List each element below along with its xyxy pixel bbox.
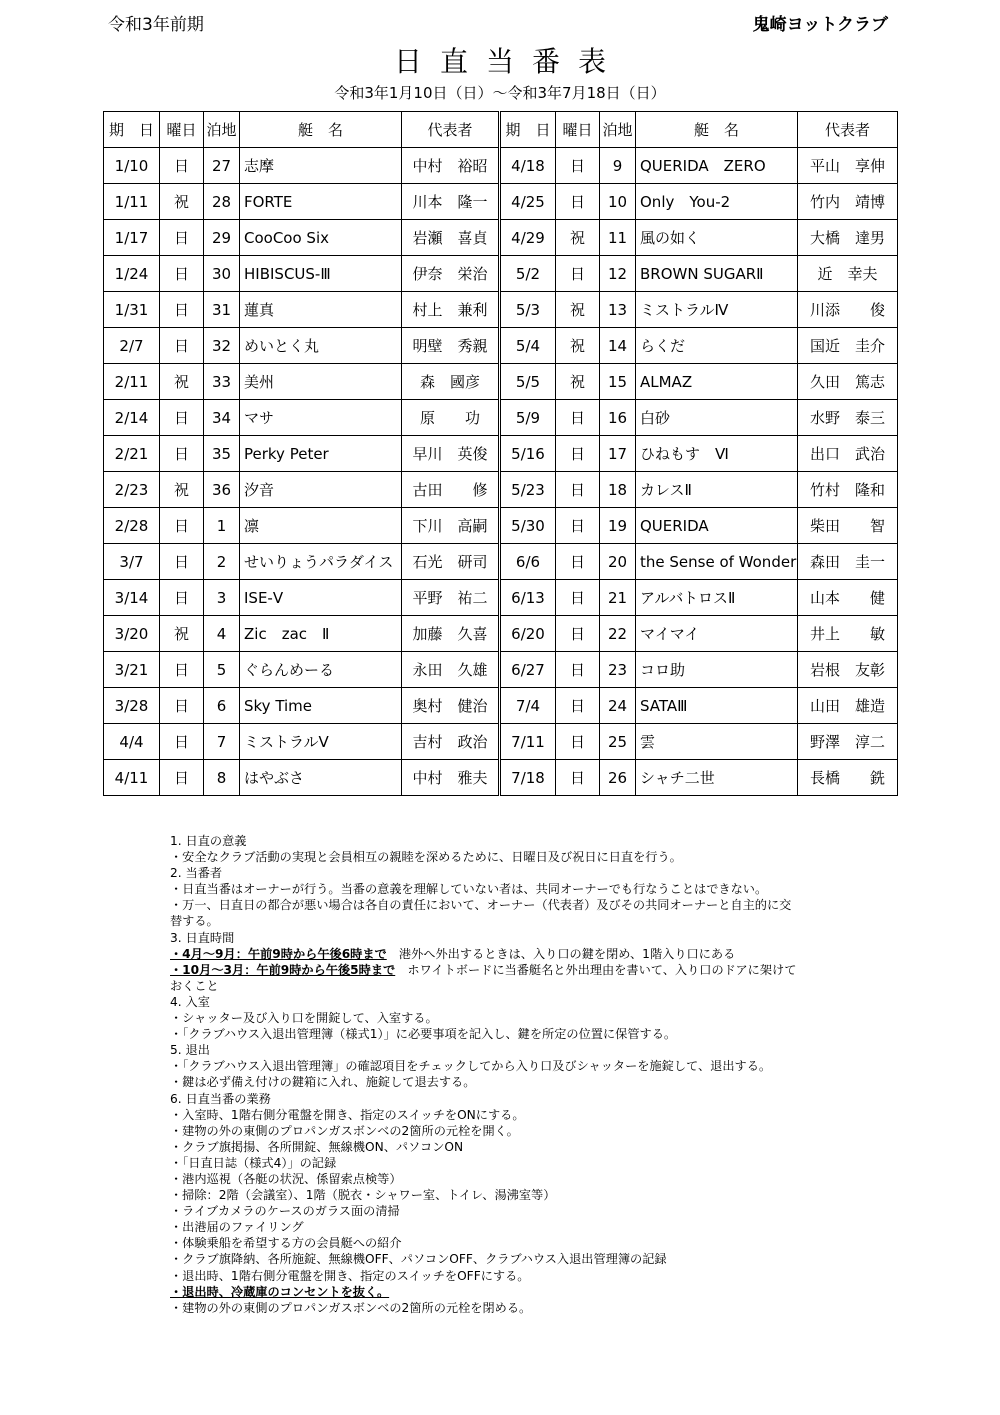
cell-berth: 22 xyxy=(600,616,636,652)
cell-representative: 中村 雅夫 xyxy=(402,760,500,796)
note-line xyxy=(170,962,830,978)
note-line xyxy=(170,1300,830,1316)
table-row xyxy=(104,688,898,724)
cell-boat-name: ALMAZ xyxy=(636,364,798,400)
note-line xyxy=(170,1203,830,1219)
cell-berth: 23 xyxy=(600,652,636,688)
cell-weekday: 日 xyxy=(160,292,204,328)
cell-berth: 5 xyxy=(204,652,240,688)
duty-roster-table-container xyxy=(103,111,897,796)
cell-weekday: 祝 xyxy=(160,616,204,652)
cell-berth: 29 xyxy=(204,220,240,256)
cell-date: 4/18 xyxy=(500,148,556,184)
note-text: ・「日直日誌（様式4）」の記録 xyxy=(170,1155,337,1170)
cell-date: 5/3 xyxy=(500,292,556,328)
cell-boat-name: Perky Peter xyxy=(240,436,402,472)
column-header-weekday: 曜日 xyxy=(160,112,204,148)
note-line xyxy=(170,1107,830,1123)
cell-weekday: 日 xyxy=(556,760,600,796)
table-row xyxy=(104,148,898,184)
cell-representative: 伊奈 栄治 xyxy=(402,256,500,292)
cell-representative: 久田 篤志 xyxy=(798,364,898,400)
cell-weekday: 日 xyxy=(556,688,600,724)
note-line xyxy=(170,1026,830,1042)
note-line xyxy=(170,1058,830,1074)
cell-weekday: 日 xyxy=(160,220,204,256)
note-line xyxy=(170,1139,830,1155)
note-text: ・出港届のファイリング xyxy=(170,1220,304,1235)
cell-weekday: 日 xyxy=(160,508,204,544)
cell-boat-name: 風の如く xyxy=(636,220,798,256)
cell-date: 2/14 xyxy=(104,400,160,436)
cell-boat-name: ミストラルⅣ xyxy=(636,292,798,328)
cell-boat-name: マイマイ xyxy=(636,616,798,652)
note-line xyxy=(170,1010,830,1026)
cell-representative: 永田 久雄 xyxy=(402,652,500,688)
note-text: ・万一、日直日の都合が悪い場合は各自の責任において、オーナー（代表者）及びその共同オーナーと自主的に交 xyxy=(170,898,792,913)
cell-representative: 岩根 友彰 xyxy=(798,652,898,688)
duty-notes xyxy=(170,833,830,1316)
cell-weekday: 祝 xyxy=(160,184,204,220)
note-text: ・建物の外の東側のプロパンガスボンベの2箇所の元栓を開く。 xyxy=(170,1123,519,1138)
cell-boat-name: ミストラルⅤ xyxy=(240,724,402,760)
note-text: 替する。 xyxy=(170,914,219,929)
cell-representative: 石光 研司 xyxy=(402,544,500,580)
date-range: 令和3年1月10日（日）～令和3年7月18日（日） xyxy=(334,84,666,102)
cell-berth: 36 xyxy=(204,472,240,508)
table-row xyxy=(104,724,898,760)
note-text: ・日直当番はオーナーが行う。当番の意義を理解していない者は、共同オーナーでも行なうことはできない。 xyxy=(170,882,768,897)
cell-representative: 古田 修 xyxy=(402,472,500,508)
cell-date: 6/6 xyxy=(500,544,556,580)
table-row xyxy=(104,292,898,328)
cell-berth: 34 xyxy=(204,400,240,436)
cell-weekday: 祝 xyxy=(556,364,600,400)
cell-weekday: 日 xyxy=(160,148,204,184)
cell-berth: 3 xyxy=(204,580,240,616)
note-text: ・ライブカメラのケースのガラス面の清掃 xyxy=(170,1204,400,1219)
cell-berth: 6 xyxy=(204,688,240,724)
cell-weekday: 日 xyxy=(556,184,600,220)
note-line xyxy=(170,930,830,946)
column-header-berth: 泊地 xyxy=(204,112,240,148)
column-header-representative: 代表者 xyxy=(798,112,898,148)
cell-weekday: 日 xyxy=(160,328,204,364)
cell-representative: 加藤 久喜 xyxy=(402,616,500,652)
table-row xyxy=(104,436,898,472)
note-text: 港外へ外出するときは、入り口の鍵を閉め、1階入り口にある xyxy=(386,946,736,961)
cell-boat-name: シャチ二世 xyxy=(636,760,798,796)
cell-date: 5/16 xyxy=(500,436,556,472)
cell-weekday: 日 xyxy=(160,724,204,760)
note-emphasis: ・4月～9月：午前9時から午後6時まで xyxy=(170,946,387,961)
note-text: 5. 退出 xyxy=(170,1043,210,1058)
cell-date: 2/23 xyxy=(104,472,160,508)
cell-date: 2/11 xyxy=(104,364,160,400)
cell-boat-name: 白砂 xyxy=(636,400,798,436)
table-row xyxy=(104,760,898,796)
cell-berth: 11 xyxy=(600,220,636,256)
cell-representative: 竹内 靖博 xyxy=(798,184,898,220)
cell-representative: 川添 俊 xyxy=(798,292,898,328)
cell-representative: 水野 泰三 xyxy=(798,400,898,436)
cell-weekday: 日 xyxy=(160,760,204,796)
cell-weekday: 日 xyxy=(556,580,600,616)
cell-berth: 33 xyxy=(204,364,240,400)
column-header-date: 期 日 xyxy=(500,112,556,148)
cell-boat-name: カレスⅡ xyxy=(636,472,798,508)
cell-date: 7/11 xyxy=(500,724,556,760)
note-text: ・クラブ旗掲揚、各所開錠、無線機ON、パソコンON xyxy=(170,1139,464,1154)
cell-representative: 森 國彦 xyxy=(402,364,500,400)
cell-date: 1/10 xyxy=(104,148,160,184)
cell-representative: 井上 敏 xyxy=(798,616,898,652)
cell-weekday: 日 xyxy=(160,544,204,580)
cell-boat-name: 美州 xyxy=(240,364,402,400)
column-header-berth: 泊地 xyxy=(600,112,636,148)
note-emphasis: ・10月～3月：午前9時から午後5時まで xyxy=(170,962,396,977)
note-text: ・港内巡視（各艇の状況、係留索点検等） xyxy=(170,1171,402,1186)
cell-date: 3/20 xyxy=(104,616,160,652)
cell-representative: 竹村 隆和 xyxy=(798,472,898,508)
cell-date: 2/28 xyxy=(104,508,160,544)
note-text: ・「クラブハウス入退出管理簿（様式1）」に必要事項を記入し、鍵を所定の位置に保管する。 xyxy=(170,1027,677,1042)
table-row xyxy=(104,652,898,688)
cell-representative: 奥村 健治 xyxy=(402,688,500,724)
cell-weekday: 祝 xyxy=(556,220,600,256)
cell-berth: 35 xyxy=(204,436,240,472)
cell-weekday: 日 xyxy=(160,400,204,436)
cell-representative: 岩瀬 喜貞 xyxy=(402,220,500,256)
table-row xyxy=(104,400,898,436)
cell-boat-name: ひねもす Ⅵ xyxy=(636,436,798,472)
duty-roster-table xyxy=(103,111,898,796)
table-row xyxy=(104,184,898,220)
column-header-representative: 代表者 xyxy=(402,112,500,148)
cell-representative: 中村 裕昭 xyxy=(402,148,500,184)
cell-boat-name: the Sense of Wonder xyxy=(636,544,798,580)
cell-date: 1/17 xyxy=(104,220,160,256)
cell-date: 4/4 xyxy=(104,724,160,760)
note-text: ・入室時、1階右側分電盤を開き、指定のスイッチをONにする。 xyxy=(170,1107,525,1122)
note-text: ・退出時、1階右側分電盤を開き、指定のスイッチをOFFにする。 xyxy=(170,1268,530,1283)
cell-date: 4/29 xyxy=(500,220,556,256)
cell-representative: 平野 祐二 xyxy=(402,580,500,616)
note-line xyxy=(170,849,830,865)
table-row xyxy=(104,580,898,616)
cell-weekday: 日 xyxy=(556,724,600,760)
table-row xyxy=(104,616,898,652)
table-row xyxy=(104,256,898,292)
cell-representative: 原 功 xyxy=(402,400,500,436)
cell-representative: 明壁 秀親 xyxy=(402,328,500,364)
cell-berth: 1 xyxy=(204,508,240,544)
cell-berth: 9 xyxy=(600,148,636,184)
note-line xyxy=(170,897,830,913)
cell-berth: 18 xyxy=(600,472,636,508)
note-text: 4. 入室 xyxy=(170,994,210,1009)
cell-representative: 吉村 政治 xyxy=(402,724,500,760)
cell-boat-name: ぐらんめーる xyxy=(240,652,402,688)
cell-representative: 柴田 智 xyxy=(798,508,898,544)
column-header-date: 期 日 xyxy=(104,112,160,148)
cell-representative: 近 幸夫 xyxy=(798,256,898,292)
table-row xyxy=(104,220,898,256)
cell-boat-name: QUERIDA xyxy=(636,508,798,544)
note-text: 6. 日直当番の業務 xyxy=(170,1091,271,1106)
cell-boat-name: FORTE xyxy=(240,184,402,220)
cell-date: 1/31 xyxy=(104,292,160,328)
cell-date: 7/4 xyxy=(500,688,556,724)
note-line xyxy=(170,1042,830,1058)
cell-boat-name: アルバトロスⅡ xyxy=(636,580,798,616)
cell-berth: 14 xyxy=(600,328,636,364)
table-row xyxy=(104,364,898,400)
cell-date: 3/14 xyxy=(104,580,160,616)
note-line xyxy=(170,881,830,897)
cell-boat-name: BROWN SUGARⅡ xyxy=(636,256,798,292)
cell-date: 3/7 xyxy=(104,544,160,580)
cell-weekday: 日 xyxy=(160,652,204,688)
cell-date: 7/18 xyxy=(500,760,556,796)
cell-date: 3/28 xyxy=(104,688,160,724)
note-line xyxy=(170,994,830,1010)
cell-date: 5/4 xyxy=(500,328,556,364)
note-line xyxy=(170,833,830,849)
table-row xyxy=(104,508,898,544)
cell-berth: 13 xyxy=(600,292,636,328)
cell-representative: 国近 圭介 xyxy=(798,328,898,364)
cell-date: 1/24 xyxy=(104,256,160,292)
note-text: ・建物の外の東側のプロパンガスボンベの2箇所の元栓を閉める。 xyxy=(170,1300,532,1315)
column-header-weekday: 曜日 xyxy=(556,112,600,148)
cell-representative: 森田 圭一 xyxy=(798,544,898,580)
note-line xyxy=(170,946,830,962)
term-label: 令和3年前期 xyxy=(108,15,204,35)
cell-berth: 17 xyxy=(600,436,636,472)
table-row xyxy=(104,328,898,364)
cell-boat-name: CooCoo Six xyxy=(240,220,402,256)
cell-berth: 8 xyxy=(204,760,240,796)
note-text: 3. 日直時間 xyxy=(170,930,235,945)
note-line xyxy=(170,1091,830,1107)
cell-boat-name: らくだ xyxy=(636,328,798,364)
cell-berth: 21 xyxy=(600,580,636,616)
note-line xyxy=(170,865,830,881)
cell-date: 4/25 xyxy=(500,184,556,220)
cell-berth: 12 xyxy=(600,256,636,292)
cell-berth: 20 xyxy=(600,544,636,580)
cell-representative: 平山 享伸 xyxy=(798,148,898,184)
cell-date: 6/13 xyxy=(500,580,556,616)
cell-weekday: 日 xyxy=(160,688,204,724)
cell-boat-name: 汐音 xyxy=(240,472,402,508)
cell-weekday: 日 xyxy=(556,148,600,184)
cell-boat-name: 雲 xyxy=(636,724,798,760)
note-text: ・安全なクラブ活動の実現と会員相互の親睦を深めるために、日曜日及び祝日に日直を行う。 xyxy=(170,850,682,865)
note-line xyxy=(170,1074,830,1090)
note-line xyxy=(170,1219,830,1235)
cell-weekday: 日 xyxy=(556,544,600,580)
club-name: 鬼崎ヨットクラブ xyxy=(752,15,888,35)
cell-representative: 山田 雄造 xyxy=(798,688,898,724)
cell-boat-name: はやぶさ xyxy=(240,760,402,796)
cell-berth: 25 xyxy=(600,724,636,760)
cell-berth: 16 xyxy=(600,400,636,436)
table-body xyxy=(104,148,898,796)
cell-date: 5/9 xyxy=(500,400,556,436)
cell-weekday: 日 xyxy=(160,436,204,472)
table-header-row xyxy=(104,112,898,148)
note-text: ・「クラブハウス入退出管理簿」の確認項目をチェックしてから入り口及びシャッターを施錠して、退出する。 xyxy=(170,1059,772,1074)
cell-berth: 28 xyxy=(204,184,240,220)
page-title: 日直当番表 xyxy=(393,45,624,78)
cell-berth: 2 xyxy=(204,544,240,580)
cell-date: 5/5 xyxy=(500,364,556,400)
note-emphasis: ・退出時、冷蔵庫のコンセントを抜く。 xyxy=(170,1284,390,1299)
cell-date: 1/11 xyxy=(104,184,160,220)
cell-representative: 野澤 淳二 xyxy=(798,724,898,760)
cell-boat-name: ISE-Ⅴ xyxy=(240,580,402,616)
cell-weekday: 日 xyxy=(160,256,204,292)
note-text: ・鍵は必ず備え付けの鍵箱に入れ、施錠して退去する。 xyxy=(170,1075,476,1090)
cell-boat-name: 蓮真 xyxy=(240,292,402,328)
note-line xyxy=(170,1268,830,1284)
column-header-boat-name: 艇 名 xyxy=(636,112,798,148)
note-line xyxy=(170,913,830,929)
cell-weekday: 祝 xyxy=(556,328,600,364)
cell-date: 2/21 xyxy=(104,436,160,472)
cell-weekday: 日 xyxy=(556,472,600,508)
note-text: おくこと xyxy=(170,978,219,993)
cell-boat-name: Only You-2 xyxy=(636,184,798,220)
table-row xyxy=(104,544,898,580)
note-line xyxy=(170,1155,830,1171)
cell-date: 6/20 xyxy=(500,616,556,652)
cell-date: 6/27 xyxy=(500,652,556,688)
cell-berth: 27 xyxy=(204,148,240,184)
cell-representative: 下川 高嗣 xyxy=(402,508,500,544)
cell-berth: 10 xyxy=(600,184,636,220)
cell-berth: 24 xyxy=(600,688,636,724)
note-text: 1. 日直の意義 xyxy=(170,834,247,848)
cell-representative: 大橋 達男 xyxy=(798,220,898,256)
cell-weekday: 日 xyxy=(160,580,204,616)
cell-weekday: 祝 xyxy=(556,292,600,328)
cell-berth: 4 xyxy=(204,616,240,652)
cell-boat-name: めいとく丸 xyxy=(240,328,402,364)
note-text: ・体験乗船を希望する方の会員艇への紹介 xyxy=(170,1236,402,1251)
cell-boat-name: せいりょうパラダイス xyxy=(240,544,402,580)
column-header-boat-name: 艇 名 xyxy=(240,112,402,148)
note-text: ・シャッター及び入り口を開錠して、入室する。 xyxy=(170,1011,438,1026)
cell-boat-name: QUERIDA ZERO xyxy=(636,148,798,184)
cell-date: 3/21 xyxy=(104,652,160,688)
cell-berth: 31 xyxy=(204,292,240,328)
cell-weekday: 祝 xyxy=(160,364,204,400)
note-line xyxy=(170,1251,830,1267)
note-line xyxy=(170,1284,830,1300)
cell-weekday: 日 xyxy=(556,616,600,652)
table-row xyxy=(104,472,898,508)
cell-date: 5/23 xyxy=(500,472,556,508)
cell-date: 5/30 xyxy=(500,508,556,544)
cell-representative: 川本 隆一 xyxy=(402,184,500,220)
cell-berth: 19 xyxy=(600,508,636,544)
note-text: ・クラブ旗降納、各所施錠、無線機OFF、パソコンOFF、クラブハウス入退出管理簿の記録 xyxy=(170,1252,667,1267)
cell-date: 2/7 xyxy=(104,328,160,364)
cell-weekday: 日 xyxy=(556,400,600,436)
cell-berth: 7 xyxy=(204,724,240,760)
note-line xyxy=(170,1171,830,1187)
cell-berth: 32 xyxy=(204,328,240,364)
cell-boat-name: HIBISCUS-Ⅲ xyxy=(240,256,402,292)
cell-representative: 長橋 銑 xyxy=(798,760,898,796)
note-text: 2. 当番者 xyxy=(170,866,223,881)
cell-weekday: 日 xyxy=(556,652,600,688)
note-line xyxy=(170,1187,830,1203)
cell-representative: 山本 健 xyxy=(798,580,898,616)
cell-boat-name: コロ助 xyxy=(636,652,798,688)
cell-weekday: 日 xyxy=(556,508,600,544)
cell-berth: 30 xyxy=(204,256,240,292)
note-line xyxy=(170,1235,830,1251)
cell-boat-name: 凛 xyxy=(240,508,402,544)
cell-boat-name: SATAⅢ xyxy=(636,688,798,724)
note-line xyxy=(170,1123,830,1139)
cell-date: 5/2 xyxy=(500,256,556,292)
cell-weekday: 日 xyxy=(556,436,600,472)
cell-representative: 出口 武治 xyxy=(798,436,898,472)
cell-representative: 早川 英俊 xyxy=(402,436,500,472)
cell-weekday: 日 xyxy=(556,256,600,292)
cell-boat-name: Sky Time xyxy=(240,688,402,724)
cell-boat-name: マサ xyxy=(240,400,402,436)
cell-weekday: 祝 xyxy=(160,472,204,508)
cell-date: 4/11 xyxy=(104,760,160,796)
note-line xyxy=(170,978,830,994)
cell-representative: 村上 兼利 xyxy=(402,292,500,328)
note-text: ・掃除：2階（会議室）、1階（脱衣・シャワー室、トイレ、湯沸室等） xyxy=(170,1188,556,1203)
cell-boat-name: Zic zac Ⅱ xyxy=(240,616,402,652)
note-text: ホワイトボードに当番艇名と外出理由を書いて、入り口のドアに架けて xyxy=(395,962,797,977)
cell-boat-name: 志摩 xyxy=(240,148,402,184)
cell-berth: 26 xyxy=(600,760,636,796)
cell-berth: 15 xyxy=(600,364,636,400)
